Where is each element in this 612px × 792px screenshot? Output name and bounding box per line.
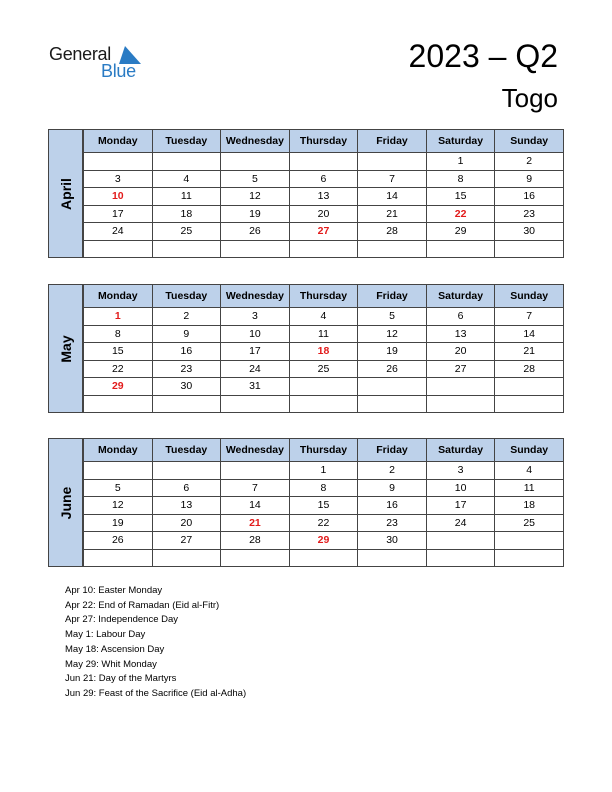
day-cell: 8: [426, 170, 495, 188]
day-cell: 19: [84, 514, 153, 532]
day-cell: 29: [426, 223, 495, 241]
day-cell: 26: [84, 532, 153, 550]
day-cell: 17: [221, 343, 290, 361]
day-cell: 22: [426, 205, 495, 223]
day-cell: [289, 395, 358, 413]
day-cell: 6: [152, 479, 221, 497]
day-cell: [84, 153, 153, 171]
day-cell: 9: [358, 479, 427, 497]
month-label-panel: [48, 438, 83, 567]
day-cell: 22: [84, 360, 153, 378]
day-cell: 15: [426, 188, 495, 206]
day-cell: 21: [221, 514, 290, 532]
day-cell: 12: [358, 325, 427, 343]
day-cell: [495, 549, 564, 567]
day-cell: 19: [221, 205, 290, 223]
day-cell: 23: [358, 514, 427, 532]
day-cell: [289, 378, 358, 396]
weekday-header: Saturday: [426, 439, 495, 462]
weekday-header: Sunday: [495, 285, 564, 308]
day-cell: 2: [495, 153, 564, 171]
day-cell: 28: [495, 360, 564, 378]
holiday-notes: [65, 584, 246, 702]
day-cell: [221, 549, 290, 567]
day-cell: [221, 462, 290, 480]
week-row: [84, 497, 564, 515]
month-label: April: [57, 177, 74, 210]
day-cell: 27: [289, 223, 358, 241]
month-grid: [83, 129, 564, 258]
day-cell: 31: [221, 378, 290, 396]
week-row: [84, 395, 564, 413]
weekday-header: Thursday: [289, 439, 358, 462]
day-cell: 12: [221, 188, 290, 206]
weekday-header: Tuesday: [152, 130, 221, 153]
month-april: [48, 129, 564, 258]
day-cell: 26: [358, 360, 427, 378]
day-cell: 16: [152, 343, 221, 361]
day-cell: 3: [426, 462, 495, 480]
day-cell: 16: [358, 497, 427, 515]
day-cell: 21: [358, 205, 427, 223]
week-row: [84, 223, 564, 241]
day-cell: 24: [221, 360, 290, 378]
day-cell: 12: [84, 497, 153, 515]
day-cell: 22: [289, 514, 358, 532]
day-cell: 2: [152, 308, 221, 326]
month-label-panel: [48, 284, 83, 413]
week-row: [84, 514, 564, 532]
month-label: May: [57, 334, 74, 363]
country-name: Togo: [501, 83, 558, 113]
day-cell: 29: [289, 532, 358, 550]
month-may: [48, 284, 564, 413]
day-cell: 15: [84, 343, 153, 361]
holiday-note: Apr 22: End of Ramadan (Eid al-Fitr): [65, 599, 220, 611]
week-row: [84, 479, 564, 497]
day-cell: 4: [495, 462, 564, 480]
week-row: [84, 343, 564, 361]
day-cell: 4: [152, 170, 221, 188]
day-cell: [84, 240, 153, 258]
day-cell: 23: [495, 205, 564, 223]
day-cell: 30: [495, 223, 564, 241]
week-row: [84, 240, 564, 258]
weekday-header: Monday: [84, 130, 153, 153]
weekday-header: Monday: [84, 285, 153, 308]
day-cell: 30: [152, 378, 221, 396]
day-cell: 3: [221, 308, 290, 326]
weekday-header: Sunday: [495, 130, 564, 153]
day-cell: [289, 153, 358, 171]
day-cell: 6: [426, 308, 495, 326]
day-cell: 18: [152, 205, 221, 223]
weekday-header: Monday: [84, 439, 153, 462]
day-cell: [426, 240, 495, 258]
holiday-note: May 1: Labour Day: [65, 629, 146, 641]
day-cell: [358, 240, 427, 258]
month-label-panel: [48, 129, 83, 258]
day-cell: 25: [495, 514, 564, 532]
day-cell: 14: [221, 497, 290, 515]
weekday-header: Thursday: [289, 130, 358, 153]
day-cell: 29: [84, 378, 153, 396]
day-cell: 5: [221, 170, 290, 188]
day-cell: [221, 153, 290, 171]
holiday-note: Jun 21: Day of the Martyrs: [65, 673, 177, 685]
weekday-header: Friday: [358, 285, 427, 308]
weekday-header: Friday: [358, 439, 427, 462]
day-cell: 13: [289, 188, 358, 206]
day-cell: [84, 395, 153, 413]
day-cell: [495, 240, 564, 258]
day-cell: [358, 153, 427, 171]
brand-general: General: [49, 44, 111, 64]
weekday-header: Thursday: [289, 285, 358, 308]
day-cell: 11: [289, 325, 358, 343]
day-cell: 9: [152, 325, 221, 343]
week-row: [84, 153, 564, 171]
week-row: [84, 325, 564, 343]
holiday-note: Jun 29: Feast of the Sacrifice (Eid al-Adha): [65, 687, 247, 699]
day-cell: 20: [426, 343, 495, 361]
brand-blue: Blue: [101, 61, 136, 81]
day-cell: 13: [152, 497, 221, 515]
week-row: [84, 549, 564, 567]
day-cell: 27: [426, 360, 495, 378]
holiday-note: May 29: Whit Monday: [65, 658, 157, 670]
weekday-header: Saturday: [426, 130, 495, 153]
day-cell: [495, 532, 564, 550]
holiday-note: May 18: Ascension Day: [65, 643, 165, 655]
day-cell: 26: [221, 223, 290, 241]
day-cell: 3: [84, 170, 153, 188]
day-cell: 18: [495, 497, 564, 515]
month-label: June: [57, 486, 74, 519]
weekday-header: Wednesday: [221, 439, 290, 462]
day-cell: [426, 395, 495, 413]
day-cell: 10: [221, 325, 290, 343]
day-cell: [84, 462, 153, 480]
day-cell: 6: [289, 170, 358, 188]
day-cell: 13: [426, 325, 495, 343]
day-cell: 8: [289, 479, 358, 497]
brand-logo: [49, 44, 149, 84]
day-cell: [358, 549, 427, 567]
day-cell: 7: [358, 170, 427, 188]
day-cell: 28: [358, 223, 427, 241]
page-title: 2023 – Q2: [408, 38, 558, 74]
day-cell: [495, 395, 564, 413]
day-cell: 21: [495, 343, 564, 361]
day-cell: [495, 378, 564, 396]
day-cell: 20: [289, 205, 358, 223]
day-cell: [152, 153, 221, 171]
weekday-header: Tuesday: [152, 285, 221, 308]
week-row: [84, 462, 564, 480]
day-cell: 25: [289, 360, 358, 378]
month-grid: [83, 438, 564, 567]
weekday-header: Wednesday: [221, 285, 290, 308]
day-cell: 7: [495, 308, 564, 326]
day-cell: 14: [358, 188, 427, 206]
day-cell: 11: [495, 479, 564, 497]
day-cell: [152, 462, 221, 480]
day-cell: [358, 378, 427, 396]
day-cell: 1: [426, 153, 495, 171]
day-cell: 27: [152, 532, 221, 550]
month-grid: [83, 284, 564, 413]
day-cell: [426, 378, 495, 396]
day-cell: 19: [358, 343, 427, 361]
holiday-note: Apr 27: Independence Day: [65, 614, 179, 626]
weekday-header: Tuesday: [152, 439, 221, 462]
day-cell: 28: [221, 532, 290, 550]
week-row: [84, 188, 564, 206]
day-cell: 17: [84, 205, 153, 223]
month-june: [48, 438, 564, 567]
weekday-header: Sunday: [495, 439, 564, 462]
day-cell: 1: [289, 462, 358, 480]
day-cell: 5: [84, 479, 153, 497]
day-cell: 18: [289, 343, 358, 361]
weekday-header: Saturday: [426, 285, 495, 308]
day-cell: [289, 240, 358, 258]
day-cell: [221, 240, 290, 258]
day-cell: 25: [152, 223, 221, 241]
week-row: [84, 205, 564, 223]
day-cell: 17: [426, 497, 495, 515]
week-row: [84, 532, 564, 550]
day-cell: 20: [152, 514, 221, 532]
day-cell: 30: [358, 532, 427, 550]
day-cell: [152, 240, 221, 258]
weekday-header: Friday: [358, 130, 427, 153]
week-row: [84, 170, 564, 188]
day-cell: 5: [358, 308, 427, 326]
week-row: [84, 308, 564, 326]
day-cell: 2: [358, 462, 427, 480]
day-cell: [84, 549, 153, 567]
day-cell: 10: [426, 479, 495, 497]
day-cell: 7: [221, 479, 290, 497]
day-cell: 23: [152, 360, 221, 378]
week-row: [84, 360, 564, 378]
day-cell: 8: [84, 325, 153, 343]
day-cell: [426, 549, 495, 567]
day-cell: [289, 549, 358, 567]
day-cell: [221, 395, 290, 413]
day-cell: 10: [84, 188, 153, 206]
day-cell: 4: [289, 308, 358, 326]
week-row: [84, 378, 564, 396]
day-cell: [358, 395, 427, 413]
day-cell: 14: [495, 325, 564, 343]
day-cell: 24: [84, 223, 153, 241]
day-cell: [152, 395, 221, 413]
day-cell: 24: [426, 514, 495, 532]
day-cell: 11: [152, 188, 221, 206]
day-cell: 16: [495, 188, 564, 206]
day-cell: [152, 549, 221, 567]
holiday-note: Apr 10: Easter Monday: [65, 585, 163, 596]
day-cell: [426, 532, 495, 550]
day-cell: 9: [495, 170, 564, 188]
day-cell: 15: [289, 497, 358, 515]
weekday-header: Wednesday: [221, 130, 290, 153]
day-cell: 1: [84, 308, 153, 326]
